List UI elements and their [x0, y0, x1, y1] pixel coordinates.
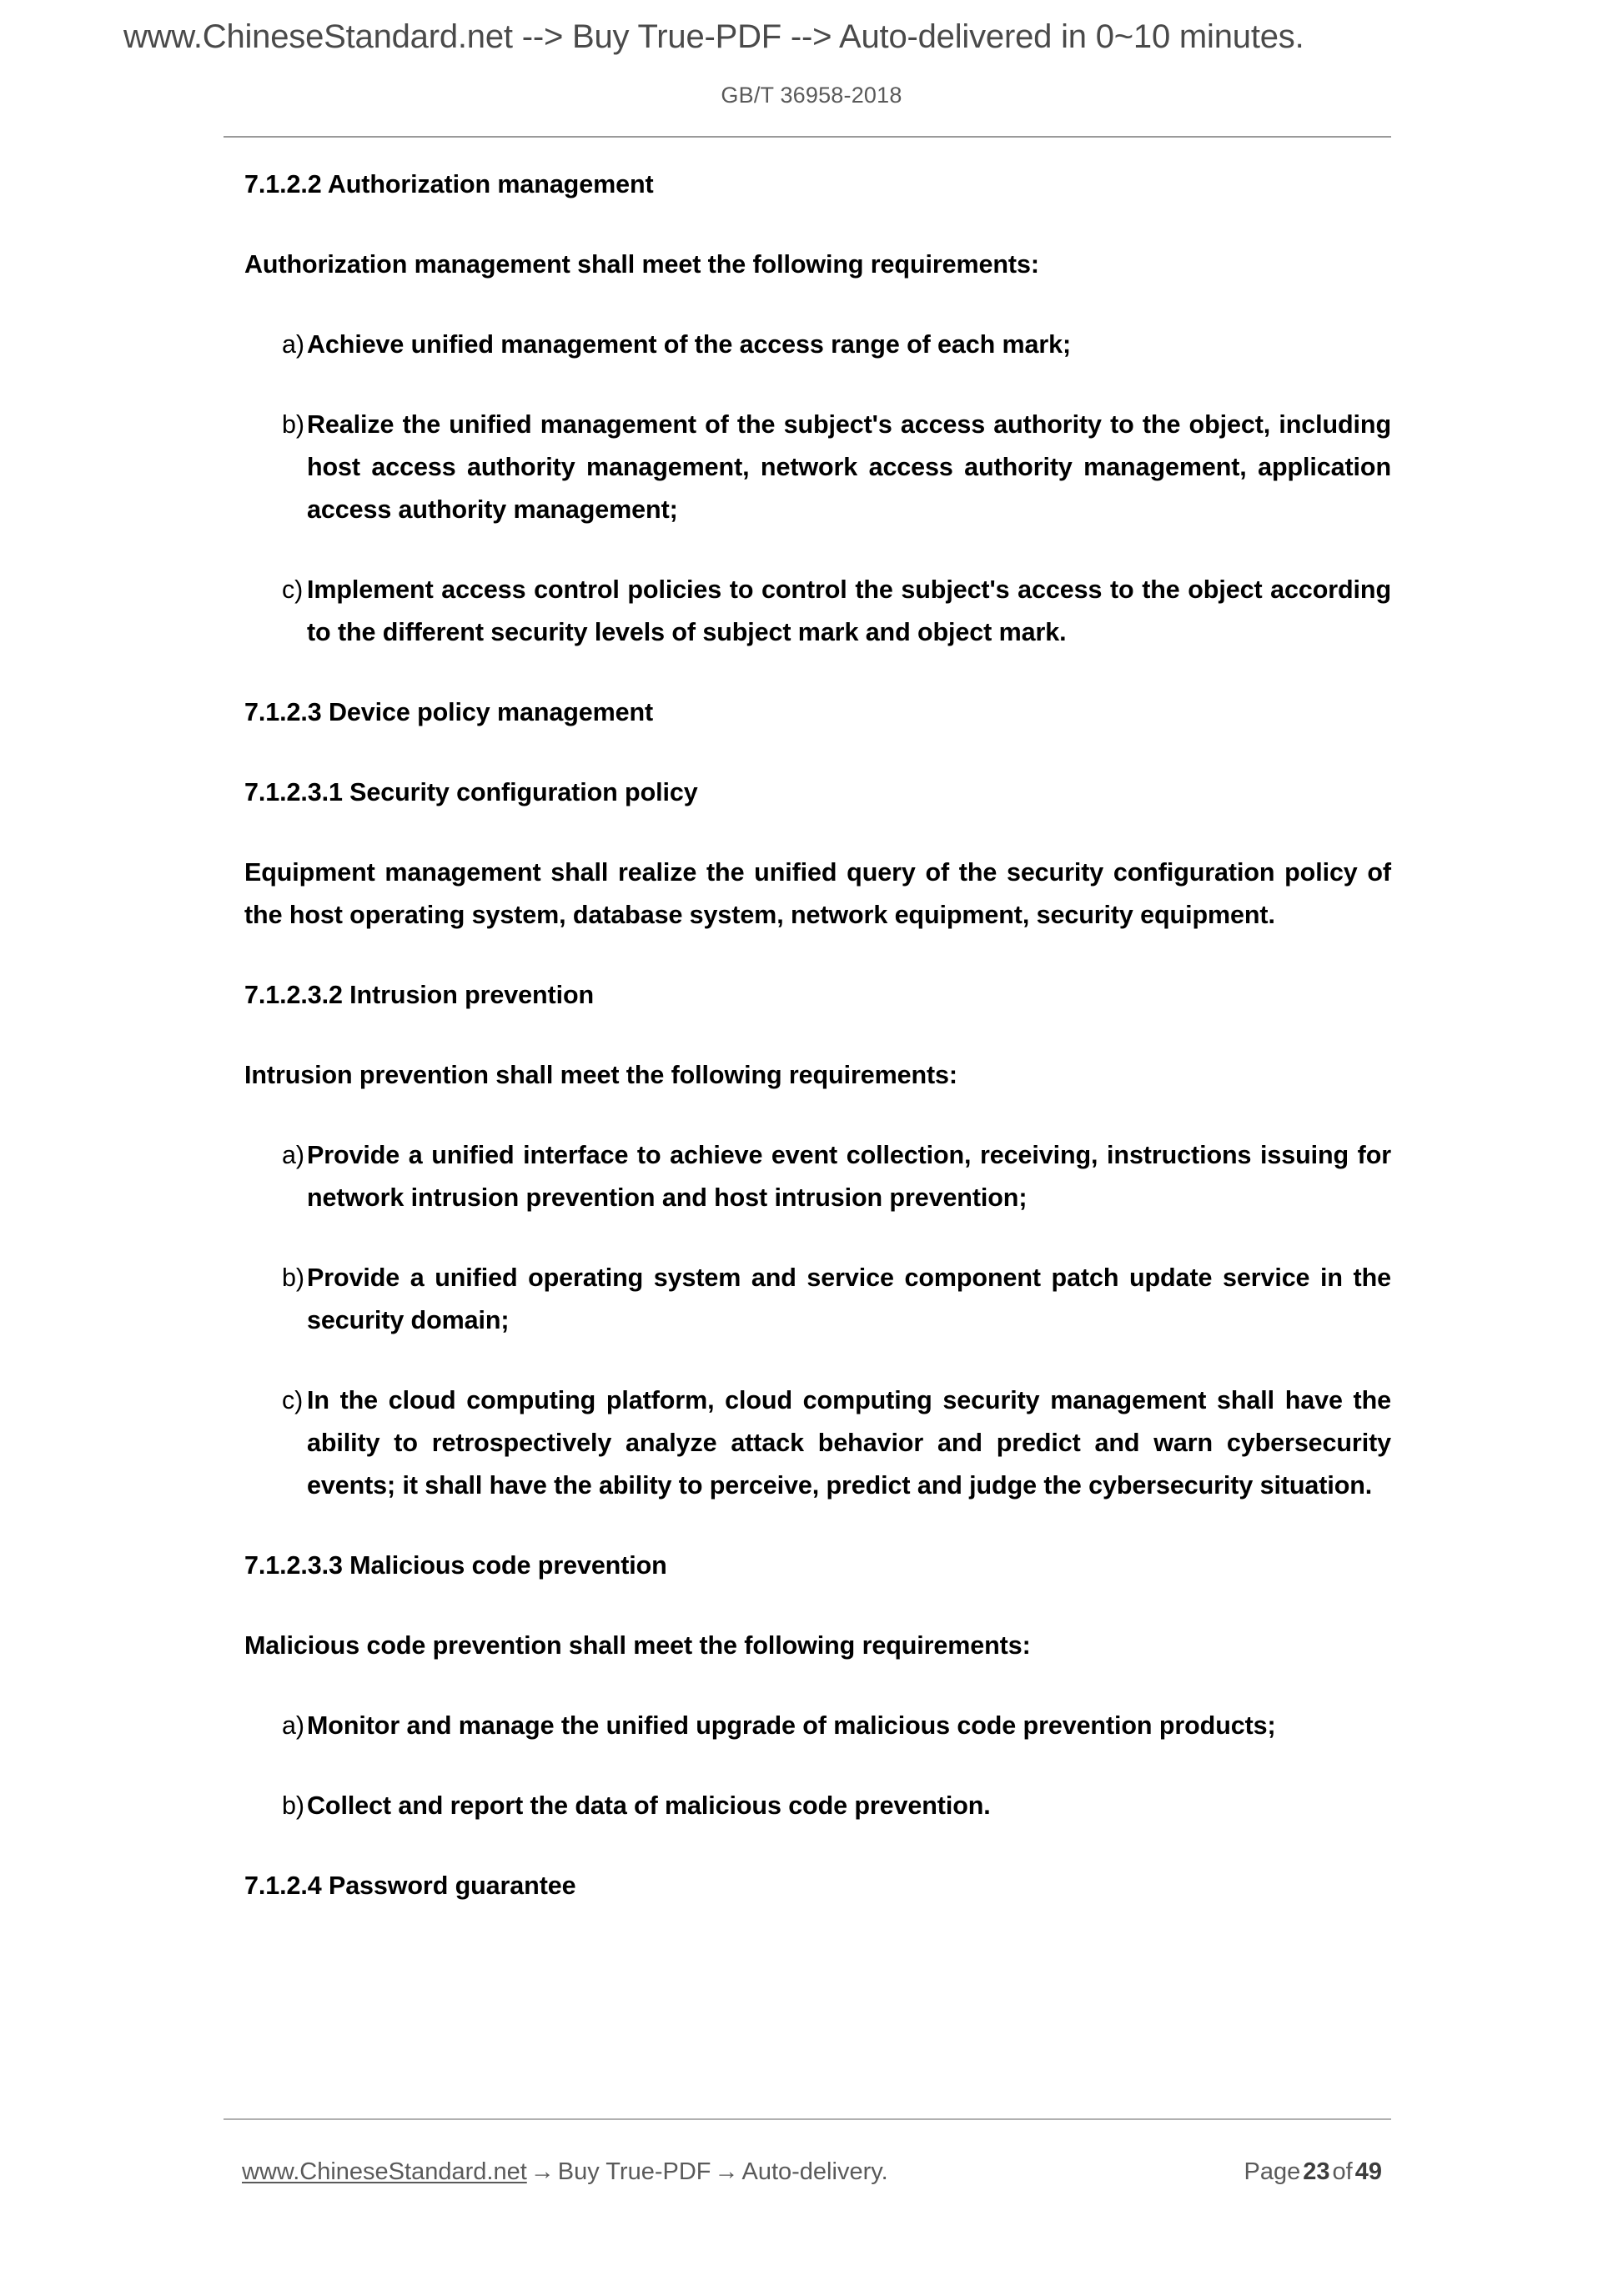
list-item-text: Provide a unified operating system and service component patch update service in the security domain; — [307, 1264, 1391, 1334]
list-item-text: Collect and report the data of malicious code prevention. — [307, 1791, 991, 1820]
footer-site-link[interactable]: www.ChineseStandard.net — [242, 2158, 527, 2185]
page-label: Page — [1244, 2158, 1301, 2185]
section-heading: 7.1.2.3 Device policy management — [244, 698, 654, 726]
list-item-marker: a) — [282, 1711, 304, 1740]
body-paragraph: Intrusion prevention shall meet the following requirements: — [244, 1061, 957, 1089]
list-item — [244, 1257, 1391, 1342]
section-heading: 7.1.2.2 Authorization management — [244, 170, 654, 198]
page-total: 49 — [1354, 2158, 1382, 2185]
list-item-text: Monitor and manage the unified upgrade of malicious code prevention products; — [307, 1711, 1276, 1740]
section-heading: 7.1.2.3.1 Security configuration policy — [244, 778, 698, 806]
section-heading: 7.1.2.3.2 Intrusion prevention — [244, 981, 595, 1009]
page-of-label: of — [1332, 2158, 1353, 2185]
list-item-marker: c) — [282, 1386, 304, 1414]
footer-delivery-label: Auto-delivery. — [741, 2158, 888, 2185]
list-item — [244, 324, 1391, 366]
list-item — [244, 1134, 1391, 1219]
list-item-marker: b) — [282, 1791, 304, 1820]
list-item-text: Achieve unified management of the access range of each mark; — [307, 330, 1072, 359]
list-item — [244, 404, 1391, 531]
list-item-text: Realize the unified management of the subject's access authority to the object, including host access authority management, network access authority management, application access authority management; — [307, 410, 1391, 524]
document-body — [244, 163, 1391, 1945]
footer-promo — [242, 2158, 888, 2186]
section-heading: 7.1.2.4 Password guarantee — [244, 1871, 576, 1900]
arrow-right-icon: → — [530, 2158, 555, 2185]
list-item — [244, 1379, 1391, 1507]
footer-row — [242, 2158, 1391, 2186]
list-item-text: Provide a unified interface to achieve event collection, receiving, instructions issuing for network intrusion prevention and host intrusion prevention; — [307, 1141, 1391, 1212]
list-item-marker: a) — [282, 1141, 304, 1169]
list-item — [244, 1785, 1391, 1827]
promo-banner-text: www.ChineseStandard.net --> Buy True-PDF --> Auto-delivered in 0~10 minutes. — [123, 18, 1304, 55]
page-indicator — [1244, 2158, 1391, 2186]
arrow-right-icon-2: → — [714, 2158, 739, 2185]
footer-divider — [224, 2118, 1391, 2120]
list-item-text: Implement access control policies to control the subject's access to the object according to the different security levels of subject mark and object mark. — [307, 575, 1391, 646]
list-item-marker: b) — [282, 1264, 304, 1292]
body-paragraph: Equipment management shall realize the unified query of the security configuration policy of the host operating system, database system, network equipment, security equipment. — [244, 858, 1391, 929]
body-paragraph: Malicious code prevention shall meet the following requirements: — [244, 1631, 1031, 1660]
list-item-marker: a) — [282, 330, 304, 359]
standard-number: GB/T 36958-2018 — [721, 83, 902, 108]
section-heading: 7.1.2.3.3 Malicious code prevention — [244, 1551, 667, 1580]
body-paragraph: Authorization management shall meet the following requirements: — [244, 250, 1039, 279]
list-item — [244, 569, 1391, 654]
header-divider — [224, 136, 1391, 138]
list-item — [244, 1705, 1391, 1747]
list-item-text: In the cloud computing platform, cloud computing security management shall have the ability to retrospectively analyze attack behavior and predict and warn cybersecurity events; it shall have the ability to perceive, predict and judge the cybersecurity situation. — [307, 1386, 1391, 1500]
list-item-marker: c) — [282, 575, 304, 604]
page-number: 23 — [1303, 2158, 1330, 2185]
footer-service-label: Buy True-PDF — [557, 2158, 711, 2185]
list-item-marker: b) — [282, 410, 304, 439]
